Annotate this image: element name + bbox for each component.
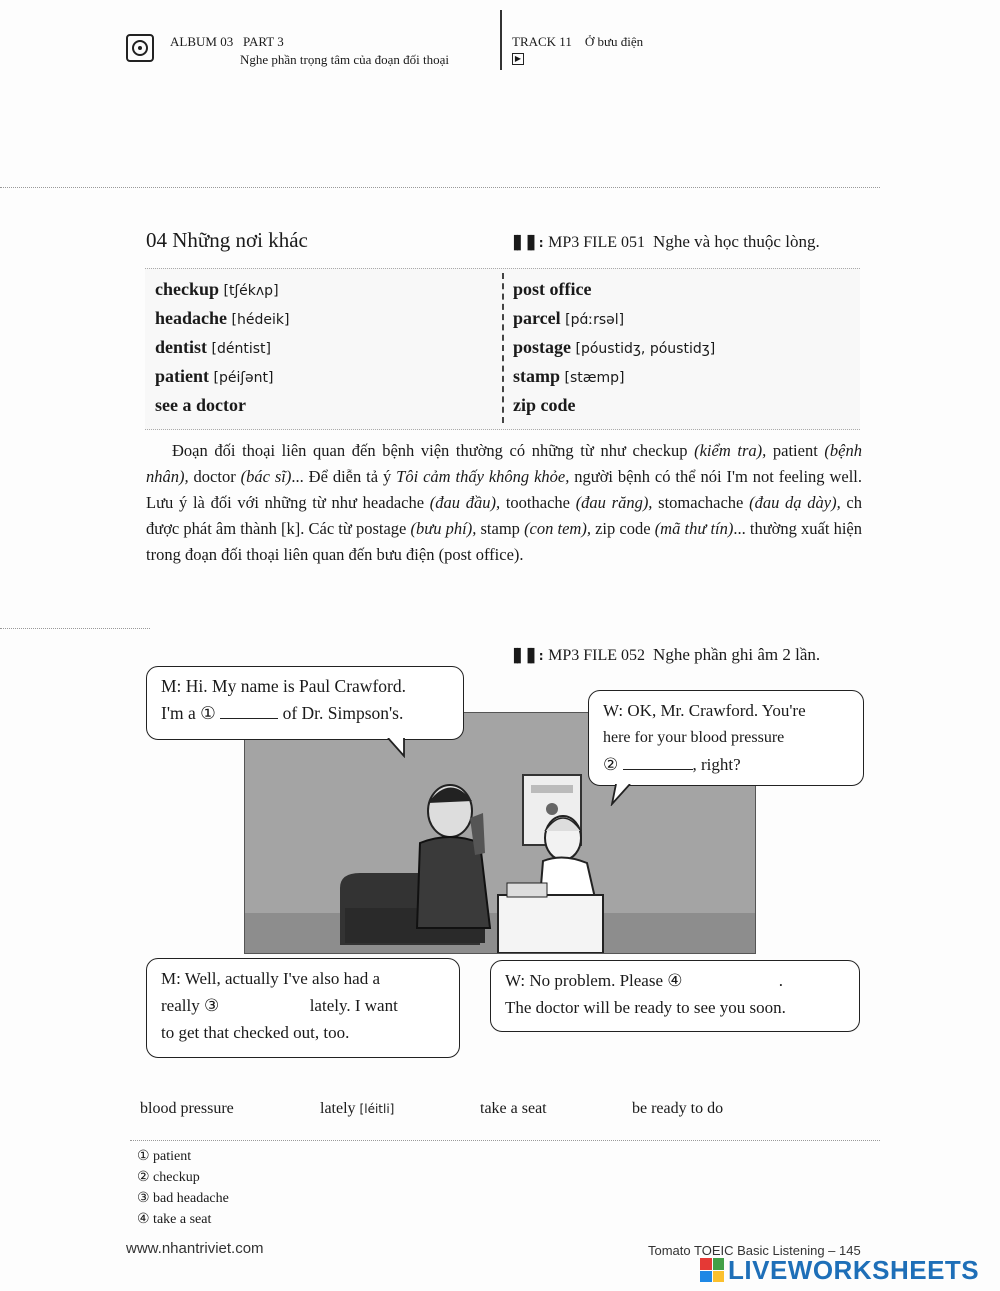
album-label: ALBUM 03 PART 3 bbox=[170, 34, 284, 49]
liveworksheets-brand[interactable] bbox=[700, 1254, 979, 1286]
scan-line bbox=[0, 187, 880, 188]
blank-4[interactable] bbox=[687, 972, 779, 986]
blank-2[interactable] bbox=[623, 755, 693, 770]
vocab-item: dentist [déntist] bbox=[155, 337, 271, 357]
speech-bubble-3 bbox=[146, 958, 460, 1058]
bubble-2-line-3: ② , right? bbox=[603, 755, 741, 774]
vocab-item: zip code bbox=[513, 395, 576, 415]
vocab-item: checkup [tʃékʌp] bbox=[155, 279, 279, 299]
bubble-2-line-1: W: OK, Mr. Crawford. You're bbox=[603, 701, 806, 720]
track-label: TRACK 11 Ở bưu điện bbox=[512, 34, 644, 49]
mp3-label-051: ▐▌▐▌: MP3 FILE 051 Nghe và học thuộc lòng. bbox=[510, 232, 820, 251]
speech-bubble-1 bbox=[146, 666, 464, 740]
bubble-4-line-2: The doctor will be ready to see you soon. bbox=[505, 998, 786, 1017]
audio-bars-icon: ▐▌▐▌: bbox=[510, 649, 545, 664]
vocab-divider bbox=[502, 273, 504, 423]
play-icon[interactable]: ▶ bbox=[512, 53, 524, 65]
bubble-2-line-2: here for your blood pressure bbox=[603, 729, 785, 746]
vocab-item: see a doctor bbox=[155, 395, 246, 415]
answer-key bbox=[137, 1146, 229, 1230]
answer-divider bbox=[130, 1140, 880, 1141]
explanation-paragraph: Đoạn đối thoại liên quan đến bệnh viện thường có những từ như checkup (kiểm tra), patient (bệnh nhân), doctor (bác sĩ)... Để diễn tả ý Tôi cảm thấy không khỏe, người bệnh có thể nói I'm not feeling well. Lưu ý là đối với những từ như headache (đau đầu), toothache (đau răng), stomachache (đau dạ dày), ch được phát âm thành [k]. Các từ postage (bưu phí), stamp (con tem), zip code (mã thư tín)... thường xuất hiện trong đoạn đối thoại liên quan đến bưu điện (post office). bbox=[146, 441, 862, 564]
bubble-3-line-1: M: Well, actually I've also had a bbox=[161, 969, 381, 988]
header-divider bbox=[500, 10, 502, 70]
speech-bubble-2 bbox=[588, 690, 864, 786]
keyword-4: be ready to do bbox=[632, 1100, 724, 1117]
vocab-item: patient [péiʃənt] bbox=[155, 366, 274, 386]
book-page-label: Tomato TOEIC Basic Listening – 145 bbox=[648, 1243, 861, 1258]
keyword-2: lately [léitli] bbox=[320, 1100, 395, 1117]
bubble-2-tail bbox=[608, 784, 638, 810]
blank-3[interactable] bbox=[223, 997, 305, 1011]
answer-item: ③ bad headache bbox=[137, 1191, 229, 1206]
liveworksheets-logo-icon bbox=[700, 1258, 724, 1282]
vocab-item: post office bbox=[513, 279, 592, 299]
answer-item: ② checkup bbox=[137, 1170, 200, 1185]
keyword-1: blood pressure bbox=[140, 1100, 234, 1117]
blank-1[interactable] bbox=[220, 704, 278, 719]
answer-item: ④ take a seat bbox=[137, 1212, 212, 1227]
vocab-item: postage [póustidʒ, póustidʒ] bbox=[513, 337, 716, 357]
scan-line bbox=[0, 628, 150, 629]
speech-bubble-4 bbox=[490, 960, 860, 1032]
answer-item: ① patient bbox=[137, 1149, 192, 1164]
vocab-column-right bbox=[513, 275, 715, 420]
header-subtitle: Nghe phần trọng tâm của đoạn đối thoại bbox=[240, 52, 450, 67]
bubble-3-line-2: really ③ lately. I want bbox=[161, 996, 398, 1015]
vocab-item: headache [hédeik] bbox=[155, 308, 290, 328]
vocab-item: parcel [pɑ́ːrsəl] bbox=[513, 308, 625, 328]
bubble-3-line-3: to get that checked out, too. bbox=[161, 1023, 350, 1042]
vocab-box bbox=[145, 268, 860, 430]
vocab-column-left bbox=[155, 275, 289, 420]
cd-icon bbox=[126, 34, 154, 62]
bubble-4-line-1: W: No problem. Please ④ . bbox=[505, 971, 783, 990]
website-link[interactable]: www.nhantriviet.com bbox=[126, 1240, 264, 1257]
brand-name: LIVEWORKSHEETS bbox=[728, 1254, 980, 1285]
section-title: 04 Những nơi khác bbox=[146, 228, 308, 252]
bubble-1-tail bbox=[386, 738, 416, 762]
bubble-1-line-1: M: Hi. My name is Paul Crawford. bbox=[161, 676, 406, 696]
keyword-3: take a seat bbox=[480, 1100, 547, 1117]
mp3-label-052: ▐▌▐▌: MP3 FILE 052 Nghe phần ghi âm 2 lần. bbox=[510, 645, 821, 664]
bubble-1-line-2: I'm a ① of Dr. Simpson's. bbox=[161, 703, 404, 723]
audio-bars-icon: ▐▌▐▌: bbox=[510, 236, 545, 251]
vocab-item: stamp [stæmp] bbox=[513, 366, 625, 386]
